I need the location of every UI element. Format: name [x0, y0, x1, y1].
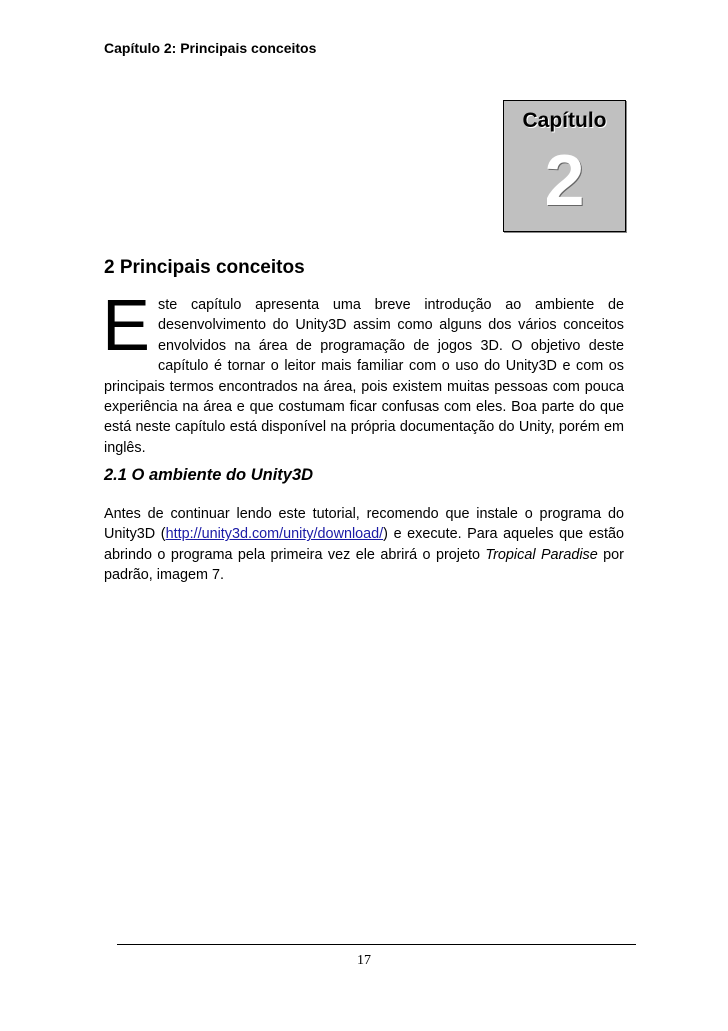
download-link[interactable]: http://unity3d.com/unity/download/: [165, 526, 384, 543]
intro-paragraph: [102, 286, 624, 458]
drop-cap: E: [102, 286, 151, 366]
footer-rule: [117, 944, 636, 945]
section-text-start: Antes de continuar lendo este tutorial, recomendo que instale o programa do Unity3D (: [104, 506, 624, 543]
chapter-box-number: 2: [544, 141, 585, 221]
section-text-end: por padrão, imagem 7.: [104, 546, 624, 584]
section-text-middle: ) e execute. Para aqueles que estão abrindo o programa pela primeira vez ele abrirá o projeto: [104, 526, 624, 563]
section-paragraph: [104, 504, 624, 586]
page-number: 17: [357, 953, 371, 968]
tropical-paradise-term: Tropical Paradise: [485, 546, 598, 563]
chapter-box: [503, 100, 626, 232]
section-title: 2.1 O ambiente do Unity3D: [104, 466, 314, 484]
chapter-title: 2 Principais conceitos: [104, 257, 305, 278]
running-header: Capítulo 2: Principais conceitos: [104, 40, 317, 56]
chapter-box-label: Capítulo: [522, 109, 607, 132]
intro-text: ste capítulo apresenta uma breve introdução ao ambiente de desenvolvimento do Unity3D assim como alguns dos vários conceitos envolvidos na área de programação de jogos 3D. O objetivo deste capítulo é tornar o leitor mais familiar com o uso do Unity3D e com os principais termos encontrados na área, pois existem muitas pessoas com pouca experiência na área e que costumam ficar confusas com eles. Boa parte do que está neste capítulo está disponível na própria documentação do Unity, porém em inglês.: [104, 297, 624, 456]
